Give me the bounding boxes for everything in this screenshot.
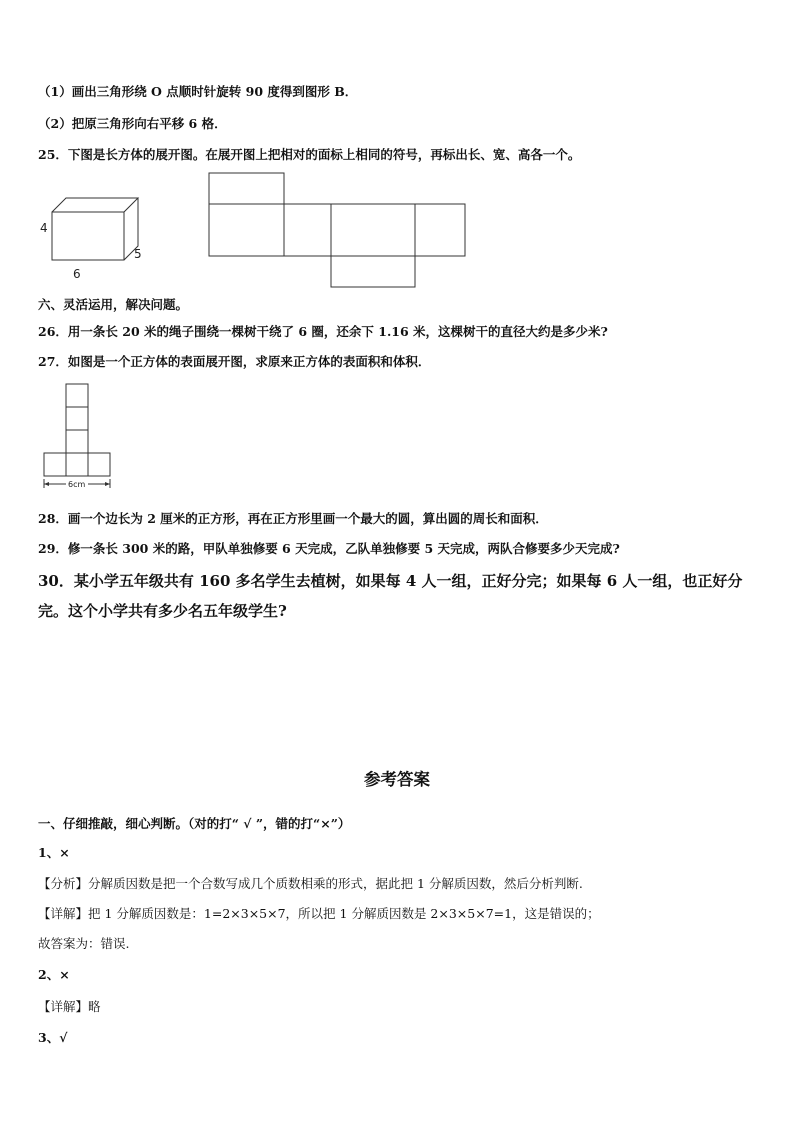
cube-net-figure xyxy=(42,383,114,493)
answer2-mark: 2、× xyxy=(38,967,70,982)
cuboid-length-label: 6 xyxy=(73,267,81,281)
dimension-arrow-left xyxy=(44,482,49,486)
cuboid-net-figure xyxy=(208,172,468,290)
answer1-analysis: 【分析】分解质因数是把一个合数写成几个质数相乘的形式，据此把 1 分解质因数，然后分析判断. xyxy=(38,876,583,891)
answers-section1-heading: 一、仔细推敲，细心判断。（对的打“ √ ”，错的打“×”） xyxy=(38,816,351,831)
q28-text: 28．画一个边长为 2 厘米的正方形，再在正方形里画一个最大的圆，算出圆的周长和面积． xyxy=(38,511,548,526)
cube-net-face-3 xyxy=(66,430,88,453)
answer1-conclusion: 故答案为：错误. xyxy=(38,936,130,951)
q24-part1: （1）画出三角形绕 O 点顺时针旋转 90 度得到图形 B． xyxy=(38,84,358,99)
cube-net-face-2 xyxy=(66,407,88,430)
net-face-center xyxy=(331,204,415,256)
cuboid-front-face xyxy=(52,212,124,260)
answer1-mark: 1、× xyxy=(38,845,70,860)
section6-heading: 六、灵活运用，解决问题。 xyxy=(38,297,189,312)
cuboid-height-label: 4 xyxy=(40,221,48,235)
cuboid-top-face xyxy=(52,198,138,212)
cube-net-face-1 xyxy=(66,384,88,407)
q24-part2: （2）把原三角形向右平移 6 格． xyxy=(38,116,227,131)
net-face-left xyxy=(209,204,284,256)
q25-text: 25．下图是长方体的展开图。在展开图上把相对的面标上相同的符号，再标出长、宽、高各一个。 xyxy=(38,147,581,162)
net-face-bottom xyxy=(331,256,415,287)
q27-text: 27．如图是一个正方体的表面展开图，求原来正方体的表面积和体积． xyxy=(38,354,431,369)
net-face-top xyxy=(209,173,284,204)
q30-text-line1: 30．某小学五年级共有 160 多名学生去植树，如果每 4 人一组，正好分完；如果每 6 人一组，也正好分 xyxy=(38,572,743,590)
answers-title: 参考答案 xyxy=(364,770,430,789)
cube-net-face-5 xyxy=(66,453,88,476)
answer3-mark: 3、√ xyxy=(38,1030,68,1045)
q30-text-line2: 完。这个小学共有多少名五年级学生? xyxy=(38,602,287,620)
q29-text: 29．修一条长 300 米的路，甲队单独修要 6 天完成，乙队单独修要 5 天完成，两队合修要多少天完成? xyxy=(38,541,620,556)
net-face-side-1 xyxy=(284,204,331,256)
cuboid-figure xyxy=(38,190,158,280)
cube-net-face-6 xyxy=(88,453,110,476)
answer2-detail: 【详解】略 xyxy=(38,999,101,1014)
net-face-side-2 xyxy=(415,204,465,256)
cube-net-dimension-label: 6cm xyxy=(68,480,86,489)
cuboid-width-label: 5 xyxy=(134,247,142,261)
dimension-arrow-right xyxy=(105,482,110,486)
q26-text: 26．用一条长 20 米的绳子围绕一棵树干绕了 6 圈，还余下 1.16 米，这棵树干的直径大约是多少米? xyxy=(38,324,608,339)
cube-net-face-4 xyxy=(44,453,66,476)
answer1-detail: 【详解】把 1 分解质因数是：1=2×3×5×7，所以把 1 分解质因数是 2×3×5×7=1，这是错误的； xyxy=(38,906,600,921)
